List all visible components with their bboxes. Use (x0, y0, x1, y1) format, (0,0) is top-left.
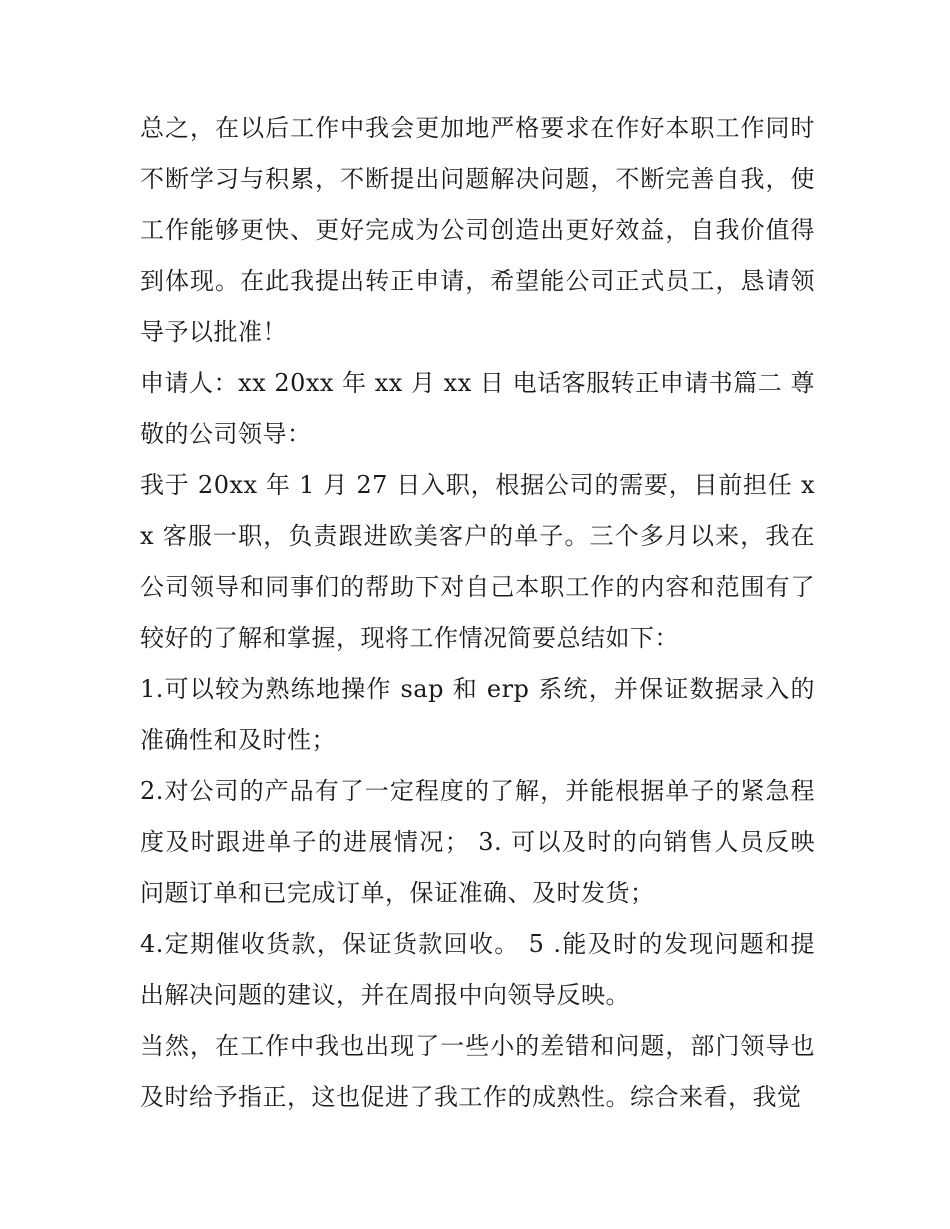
paragraph-item-2-3: 2.对公司的产品有了一定程度的了解，并能根据单子的紧急程度及时跟进单子的进展情况； 3. 可以及时的向销售人员反映问题订单和已完成订单，保证准确、及时发货； (140, 777, 815, 907)
paragraph-item-1: 1.可以较为熟练地操作 sap 和 erp 系统，并保证数据录入的准确性和及时性； (140, 675, 815, 754)
paragraph-introduction: 我于 20xx 年 1 月 27 日入职，根据公司的需要，目前担任 xx 客服一职，负责跟进欧美客户的单子。三个多月以来，我在公司领导和同事们的帮助下对自己本职工作的内容和范围有了较好的了解和掌握，现将工作情况简要总结如下： (140, 471, 815, 652)
paragraph-reflection: 当然，在工作中我也出现了一些小的差错和问题，部门领导也及时给予指正，这也促进了我工作的成熟性。综合来看，我觉 (140, 1032, 815, 1111)
paragraph-conclusion: 总之，在以后工作中我会更加地严格要求在作好本职工作同时不断学习与积累，不断提出问题解决问题，不断完善自我，使工作能够更快、更好完成为公司创造出更好效益，自我价值得到体现。在此我提出转正申请，希望能公司正式员工，恳请领导予以批准！ (140, 114, 815, 346)
paragraph-applicant-salutation: 申请人：xx 20xx 年 xx 月 xx 日 电话客服转正申请书篇二 尊敬的公司领导： (140, 369, 815, 448)
document-body (140, 103, 815, 1123)
paragraph-item-4-5: 4.定期催收货款，保证货款回收。 5 .能及时的发现问题和提出解决问题的建议，并在周报中向领导反映。 (140, 930, 815, 1009)
